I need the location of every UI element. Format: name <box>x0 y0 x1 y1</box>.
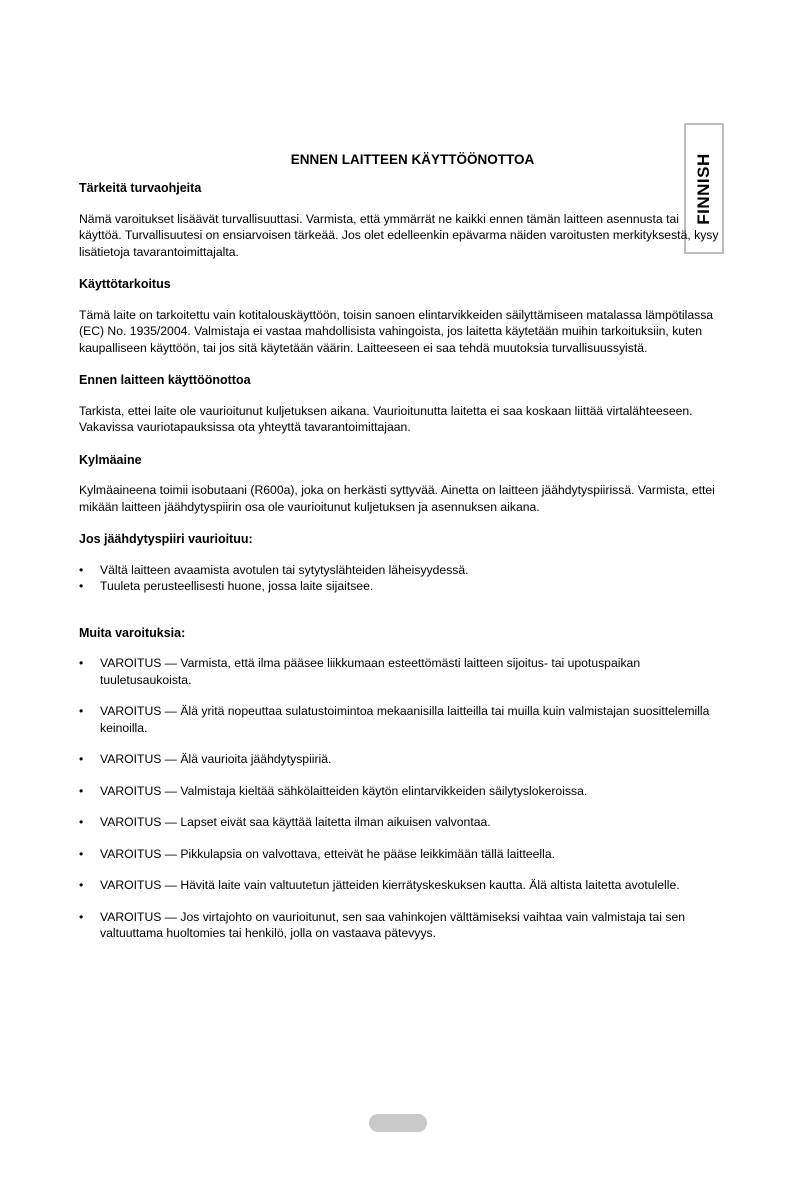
section-heading-circuit-damage: Jos jäähdytyspiiri vaurioituu: <box>79 532 253 546</box>
section-text-refrigerant: Kylmäaineena toimii isobutaani (R600a), joka on herkästi syttyvää. Ainetta on laitteen jäähdytyspiirissä. Varmista, ettei mikään laitteen jäähdytyspiirin osa ole vaurioitunut kuljetuksen ja asennuksen aikana. <box>79 483 715 514</box>
list-item <box>79 877 719 894</box>
list-item-text: VAROITUS — Älä vaurioita jäähdytyspiiriä. <box>100 752 332 766</box>
list-item <box>79 783 719 800</box>
bullet-icon: • <box>79 704 84 718</box>
document-body <box>79 180 719 958</box>
list-item <box>79 562 719 579</box>
bullet-icon: • <box>79 909 84 924</box>
list-item-text: VAROITUS — Varmista, että ilma pääsee liikkumaan esteettömästi laitteen sijoitus- tai upotuspaikan tuuletusaukoista. <box>100 656 641 687</box>
page-number-badge <box>369 1114 427 1132</box>
circuit-damage-list <box>79 562 719 595</box>
list-item <box>79 703 719 736</box>
bullet-icon: • <box>79 656 84 670</box>
list-item <box>79 655 719 688</box>
bullet-icon: • <box>79 878 84 892</box>
list-item-text: VAROITUS — Jos virtajohto on vaurioitunut, sen saa vahinkojen välttämiseksi vaihtaa vain valmistaja tai sen valtuuttama huoltomies tai henkilö, jolla on vastaava pätevyys. <box>100 909 686 940</box>
list-item-text: VAROITUS — Pikkulapsia on valvottava, etteivät he pääse leikkimään tällä laitteella. <box>100 846 555 861</box>
list-item <box>79 909 719 942</box>
list-item-text: VAROITUS — Valmistaja kieltää sähkölaitteiden käytön elintarvikkeiden säilytyslokeroissa. <box>100 783 588 798</box>
bullet-icon: • <box>79 815 84 829</box>
list-item-text: VAROITUS — Hävitä laite vain valtuutetun jätteiden kierrätyskeskuksen kautta. Älä altista laitetta avotulelle. <box>100 878 680 892</box>
bullet-icon: • <box>79 783 84 798</box>
list-item-text: Vältä laitteen avaamista avotulen tai sytytyslähteiden läheisyydessä. <box>100 562 469 577</box>
list-item <box>79 578 719 595</box>
bullet-icon: • <box>79 579 84 593</box>
section-heading-safety: Tärkeitä turvaohjeita <box>79 181 202 195</box>
bullet-icon: • <box>79 752 84 766</box>
spacer <box>79 611 719 625</box>
list-item-text: Tuuleta perusteellisesti huone, jossa laite sijaitsee. <box>100 579 374 593</box>
section-heading-other-warnings: Muita varoituksia: <box>79 625 186 640</box>
section-heading-before-use: Ennen laitteen käyttöönottoa <box>79 373 251 387</box>
list-item <box>79 814 719 831</box>
section-text-intended-use: Tämä laite on tarkoitettu vain kotitalouskäyttöön, toisin sanoen elintarvikkeiden säilyttämiseen matalassa lämpötilassa (EC) No. 1935/2004. Valmistaja ei vastaa mahdollisista vahingoista, jos laitetta käytetään muihin tarkoituksiin, kuten kaupalliseen käyttöön, tai jos sitä käytetään väärin. Laitteeseen ei saa tehdä muutoksia turvallisuussyistä. <box>79 307 714 355</box>
language-label: FINNISH <box>693 152 713 225</box>
section-text-safety: Nämä varoitukset lisäävät turvallisuuttasi. Varmista, että ymmärrät ne kaikki ennen tämän laitteen asennusta tai käyttöä. Turvallisuutesi on ensiarvoisen tärkeää. Jos olet edelleenkin epävarma näiden varoitusten merkityksestä, kysy lisätietoja tavarantoimittajalta. <box>79 211 719 259</box>
bullet-icon: • <box>79 562 84 577</box>
section-heading-intended-use: Käyttötarkoitus <box>79 277 171 291</box>
list-item-text: VAROITUS — Älä yritä nopeuttaa sulatustoimintoa mekaanisilla laitteilla tai muilla kuin valmistajan suosittelemilla keinoilla. <box>100 704 710 735</box>
list-item <box>79 751 719 768</box>
other-warnings-list <box>79 655 719 942</box>
list-item-text: VAROITUS — Lapset eivät saa käyttää laitetta ilman aikuisen valvontaa. <box>100 815 491 829</box>
page-title: ENNEN LAITTEEN KÄYTTÖÖNOTTOA <box>290 152 535 167</box>
list-item <box>79 846 719 863</box>
section-heading-refrigerant: Kylmäaine <box>79 452 142 467</box>
bullet-icon: • <box>79 846 84 861</box>
section-text-before-use: Tarkista, ettei laite ole vaurioitunut kuljetuksen aikana. Vaurioitunutta laitetta ei saa koskaan liittää virtalähteeseen. Vakavissa vauriotapauksissa ota yhteyttä tavarantoimittajaan. <box>79 403 693 434</box>
